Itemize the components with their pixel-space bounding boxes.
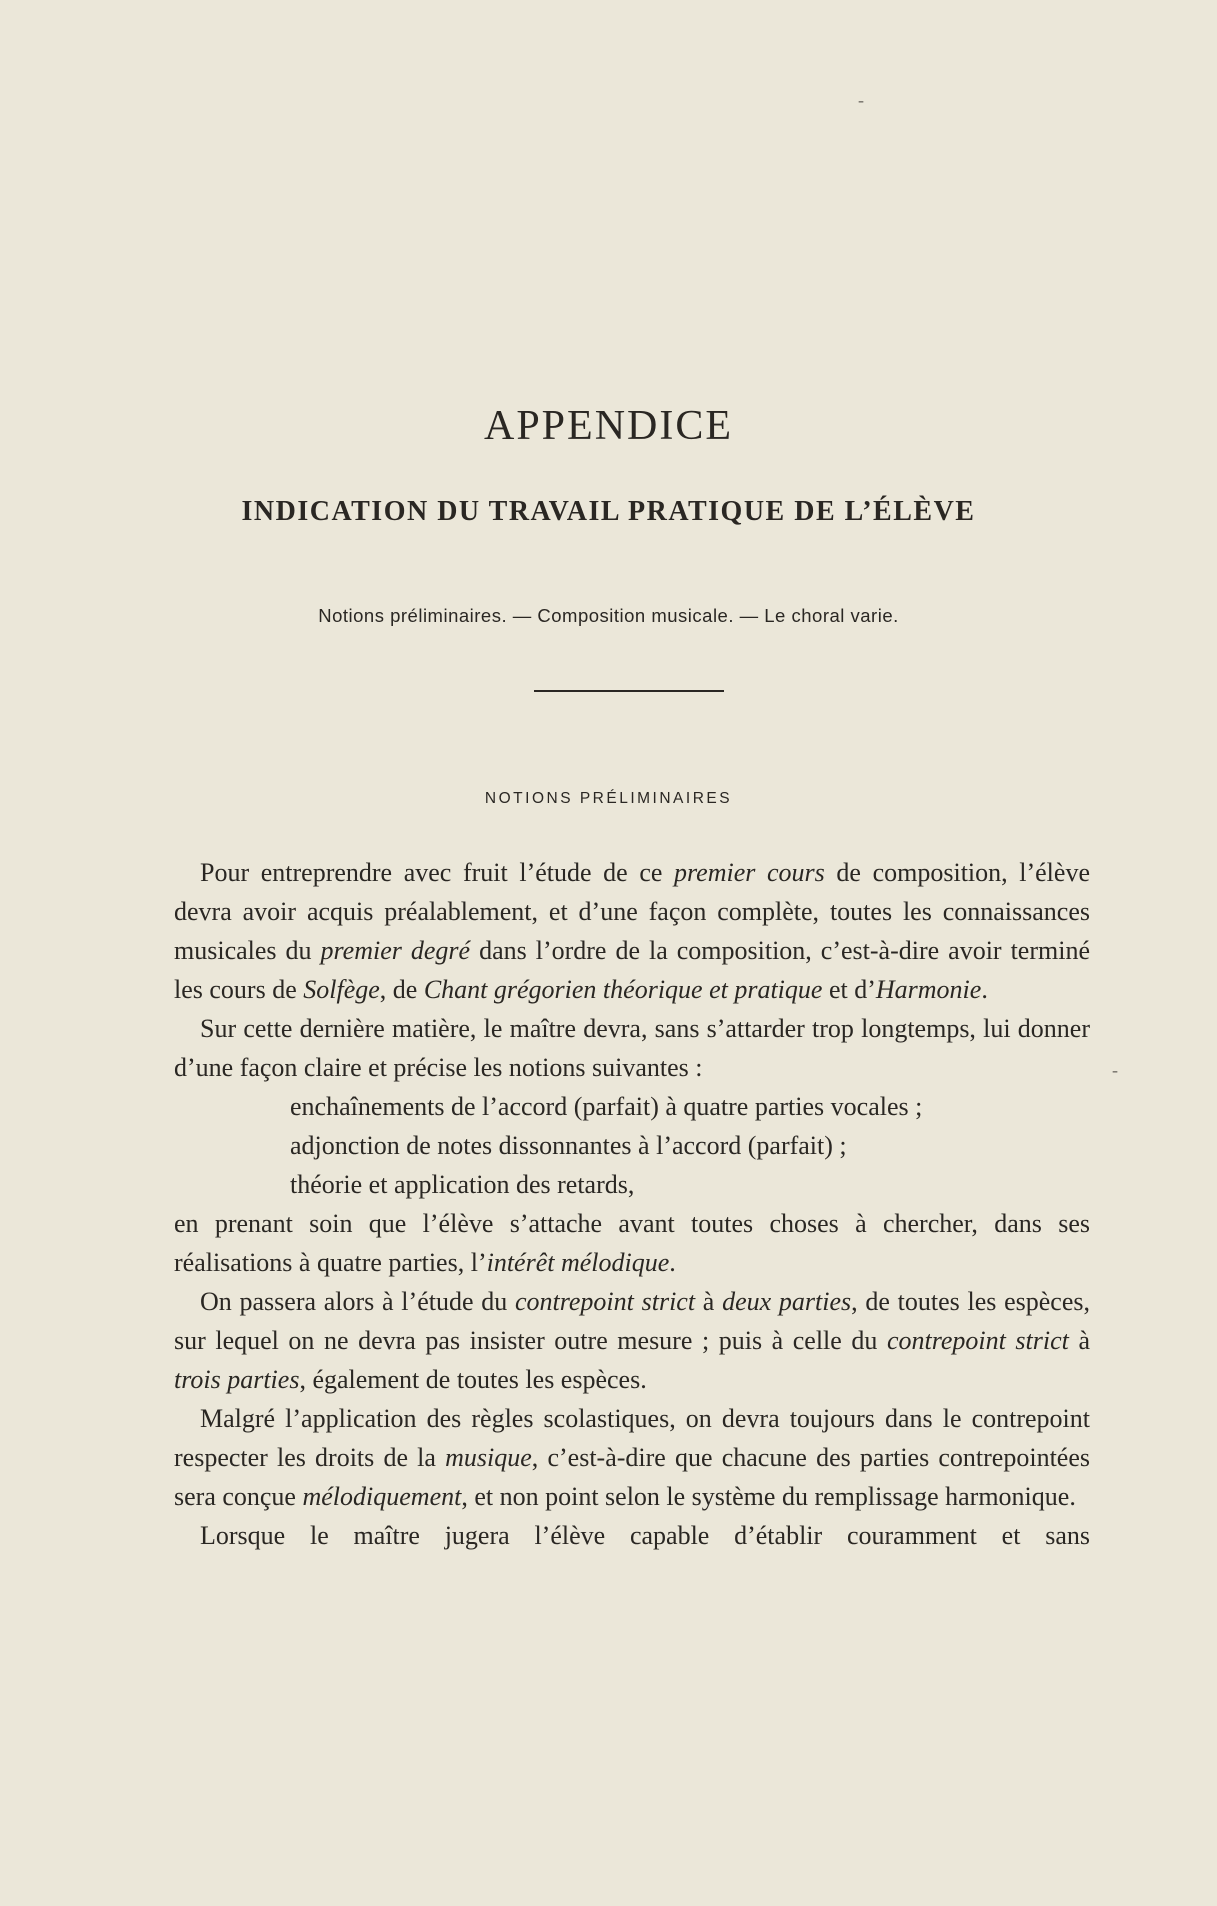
- text-run: On passera alors à l’étude du: [200, 1287, 515, 1316]
- paragraph-2: Sur cette dernière matière, le maître devra, sans s’attarder trop longtemps, lui donner d’une façon claire et précise les notions suivantes :: [174, 1014, 1090, 1082]
- paragraph-4: [174, 1282, 1090, 1399]
- text-run: Pour entreprendre avec fruit l’étude de ce: [200, 858, 675, 887]
- italic-run: Solfège: [303, 975, 380, 1004]
- text-run: Malgré l’application des règles scolastiques, on devra toujours dans le contrepoint respecter les droits de la: [174, 1404, 1090, 1472]
- italic-run: premier degré: [320, 936, 471, 965]
- italic-run: Chant grégorien théorique et pratique: [423, 975, 823, 1004]
- section-heading: NOTIONS PRÉLIMINAIRES: [484, 790, 733, 807]
- italic-run: contrepoint strict: [886, 1326, 1069, 1355]
- italic-run: Harmonie: [875, 975, 982, 1004]
- text-run: , également de toutes les espèces.: [299, 1365, 647, 1394]
- chapter-summary: Notions préliminaires. — Composition musicale. — Le choral varie.: [318, 605, 899, 626]
- text-run: à: [1068, 1326, 1090, 1355]
- margin-mark: -: [1112, 1060, 1118, 1080]
- italic-run: musique: [445, 1443, 532, 1472]
- paragraph-3: [174, 1204, 1090, 1282]
- italic-run: trois parties: [174, 1365, 300, 1394]
- paragraph-1: [174, 853, 1090, 1009]
- paragraph-5: [174, 1399, 1090, 1516]
- text-run: , c’est-à-dire que chacune des parties contrepointées sera conçue: [174, 1443, 1090, 1511]
- text-run: en prenant soin que l’élève s’attache avant toutes choses à chercher, dans ses réalisations à quatre parties, l’: [174, 1209, 1090, 1277]
- text-run: .: [669, 1248, 676, 1277]
- list-item-3: théorie et application des retards,: [290, 1170, 635, 1199]
- page-subtitle: INDICATION DU TRAVAIL PRATIQUE DE L’ÉLÈVE: [241, 496, 976, 527]
- italic-run: intérêt mélodique: [486, 1248, 670, 1277]
- text-run: de composition, l’élève devra avoir acquis préalablement, et d’une façon complète, toutes les connaissances musicales du: [174, 858, 1090, 965]
- list-item-1: enchaînements de l’accord (parfait) à quatre parties vocales ;: [290, 1092, 923, 1121]
- italic-run: contrepoint strict: [514, 1287, 696, 1316]
- body-text: [174, 853, 1090, 1555]
- italic-run: premier cours: [674, 858, 825, 887]
- text-run: , de toutes les espèces, sur lequel on ne devra pas insister outre mesure ; puis à celle du: [174, 1287, 1090, 1355]
- text-run: , de: [379, 975, 424, 1004]
- paragraph-6: Lorsque le maître jugera l’élève capable d’établir couramment et sans: [200, 1521, 1090, 1550]
- text-run: à: [695, 1287, 723, 1316]
- divider-rule: [534, 690, 724, 692]
- text-run: dans l’ordre de la composition, c’est-à-dire avoir terminé les cours de: [174, 936, 1090, 1004]
- italic-run: deux parties: [722, 1287, 852, 1316]
- top-mark: -: [858, 90, 864, 110]
- list-item-2: adjonction de notes dissonnantes à l’accord (parfait) ;: [290, 1131, 847, 1160]
- text-run: , et non point selon le système du remplissage harmonique.: [461, 1482, 1076, 1511]
- text-run: et d’: [822, 975, 876, 1004]
- italic-run: mélodiquement: [302, 1482, 462, 1511]
- text-run: .: [981, 975, 988, 1004]
- page-title: APPENDICE: [483, 403, 734, 449]
